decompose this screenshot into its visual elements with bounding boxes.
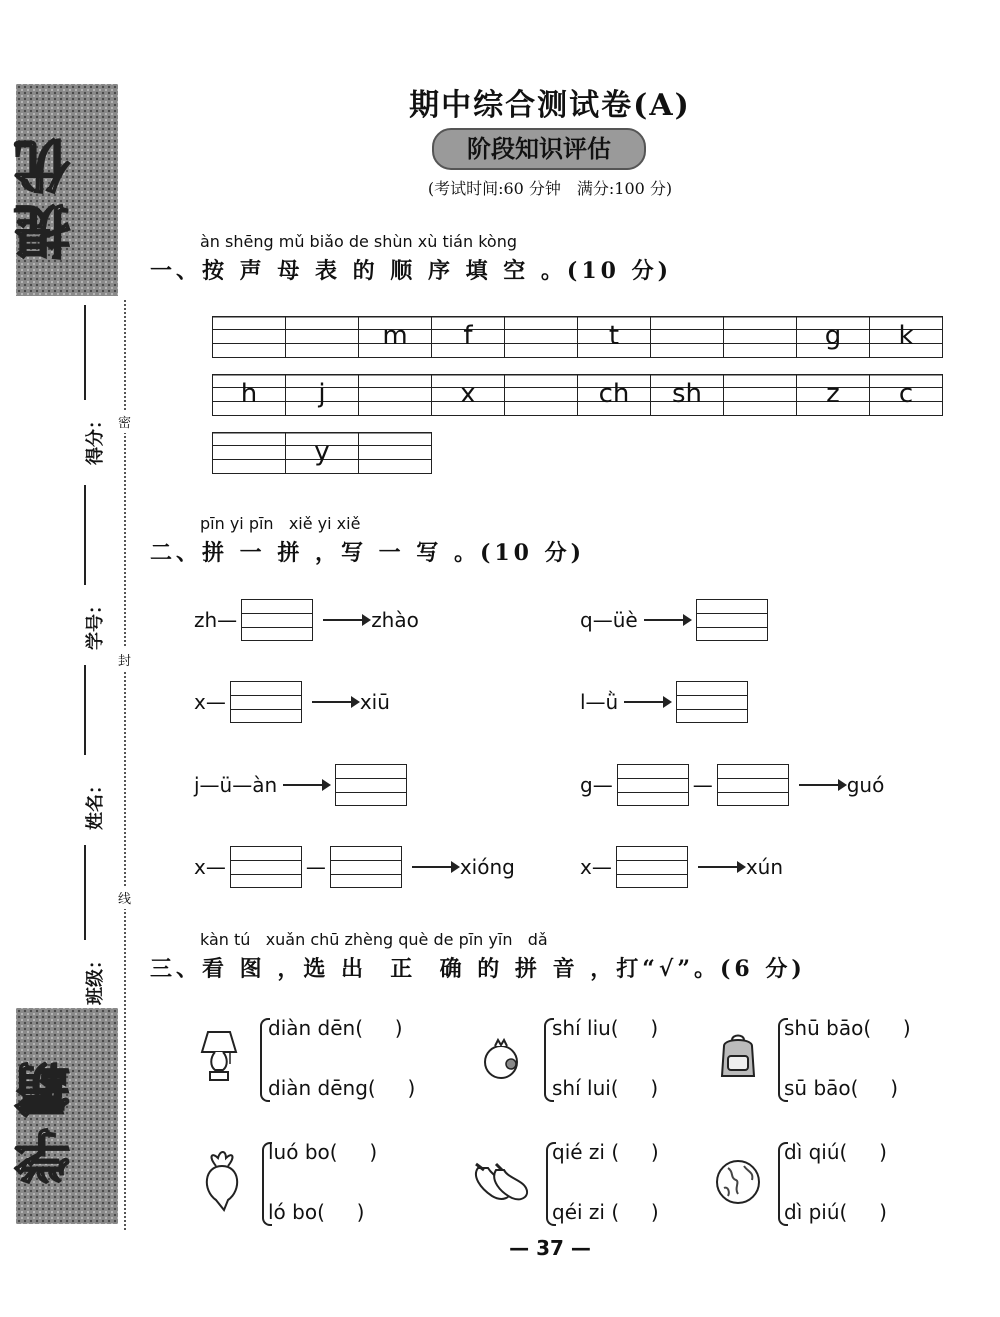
pomegranate-icon [478,1036,524,1080]
answer-box[interactable] [696,599,768,641]
option-b[interactable]: diàn dēng( ) [268,1076,416,1100]
class-label: 班级： [85,951,106,1005]
exam-info: (考试时间:60 分钟 满分:100 分) [427,179,673,198]
answer-box[interactable] [676,681,748,723]
seal-mark: 密 [118,410,131,433]
grid-row-3 [212,432,432,474]
option-a[interactable]: diàn dēn( ) [268,1016,403,1040]
name-label: 姓名： [85,776,106,830]
globe-icon [714,1158,762,1206]
answer-box[interactable] [335,764,407,806]
grid-cell: x [431,374,504,416]
field-line [84,485,86,585]
answer-box[interactable] [717,764,789,806]
grid-cell: f [431,316,504,358]
option-a[interactable]: dì qiú( ) [784,1140,887,1164]
side-bottom-text: 学霸 [13,1052,79,1184]
field-line [84,305,86,400]
grid-cell: k [869,316,943,358]
backpack-icon [714,1032,762,1082]
grid-cell: ch [577,374,650,416]
answer-box[interactable] [230,681,302,723]
section3-heading: 三、看 图 ，选 出 正 确 的 拼 音 ，打“√”。(6 分) [150,956,806,982]
radish-icon [194,1150,250,1212]
grid-cell[interactable] [504,374,577,416]
combo-item: j—ü—àn [194,764,411,806]
combo-item: l—ǜ [580,681,752,723]
answer-box[interactable] [230,846,302,888]
field-line [84,845,86,940]
option-a[interactable]: qié zi ( ) [552,1140,659,1164]
side-block-bottom [13,1008,118,1224]
score-label: 得分： [85,411,106,465]
seal-mark: 封 [118,648,131,671]
answer-box[interactable] [330,846,402,888]
grid-cell[interactable] [650,316,723,358]
grid-cell: z [796,374,869,416]
combo-item: zh— zhào [194,599,419,641]
section-badge: 阶段知识评估 [432,128,646,170]
arrow-icon [799,784,845,786]
section3-pinyin: kàn tú xuǎn chū zhèng què de pīn yīn dǎ [200,930,548,949]
student-id-label: 学号： [85,596,106,650]
answer-box[interactable] [241,599,313,641]
option-b[interactable]: qéi zi ( ) [552,1200,659,1224]
grid-cell: h [212,374,285,416]
option-b[interactable]: sū bāo( ) [784,1076,899,1100]
grid-cell[interactable] [358,432,432,474]
grid-row-2 [212,374,943,416]
option-b[interactable]: dì piú( ) [784,1200,887,1224]
arrow-icon [412,866,458,868]
combo-item: x— xiū [194,681,390,723]
option-b[interactable]: shí lui( ) [552,1076,659,1100]
grid-cell: j [285,374,358,416]
page-number: — 37 — [509,1236,591,1260]
grid-cell: c [869,374,943,416]
answer-box[interactable] [617,764,689,806]
page-title: 期中综合测试卷(A) [409,88,691,123]
seal-mark: 线 [118,886,131,909]
arrow-icon [283,784,329,786]
answer-box[interactable] [616,846,688,888]
eggplant-icon [470,1158,534,1204]
grid-cell: y [285,432,358,474]
option-a[interactable]: luó bo( ) [268,1140,378,1164]
option-b[interactable]: ló bo( ) [268,1200,365,1224]
grid-cell: g [796,316,869,358]
section2-heading: 二、拼 一 拼 ，写 一 写 。(10 分) [150,540,586,566]
grid-cell: t [577,316,650,358]
arrow-icon [644,619,690,621]
grid-cell: m [358,316,431,358]
grid-cell[interactable] [285,316,358,358]
combo-item: q—üè [580,599,772,641]
option-a[interactable]: shí liu( ) [552,1016,659,1040]
combo-item: g— — guó [580,764,884,806]
arrow-icon [312,701,358,703]
combo-item: x— — xióng [194,846,515,888]
grid-cell[interactable] [504,316,577,358]
grid-cell[interactable] [212,316,285,358]
option-a[interactable]: shū bāo( ) [784,1016,911,1040]
grid-cell[interactable] [358,374,431,416]
arrow-icon [698,866,744,868]
arrow-icon [624,701,670,703]
combo-item: x— xún [580,846,783,888]
section1-pinyin: àn shēng mǔ biǎo de shùn xù tián kòng [200,232,517,251]
cut-line [124,300,126,1230]
grid-cell[interactable] [723,374,796,416]
section1-heading: 一、按 声 母 表 的 顺 序 填 空 。(10 分) [150,258,673,284]
lamp-icon [198,1028,240,1086]
grid-cell: sh [650,374,723,416]
field-line [84,665,86,755]
grid-cell[interactable] [723,316,796,358]
arrow-icon [323,619,369,621]
section2-pinyin: pīn yi pīn xiě yi xiě [200,514,361,533]
grid-row-1 [212,316,943,358]
side-top-text: 提优 [13,128,79,260]
grid-cell[interactable] [212,432,285,474]
